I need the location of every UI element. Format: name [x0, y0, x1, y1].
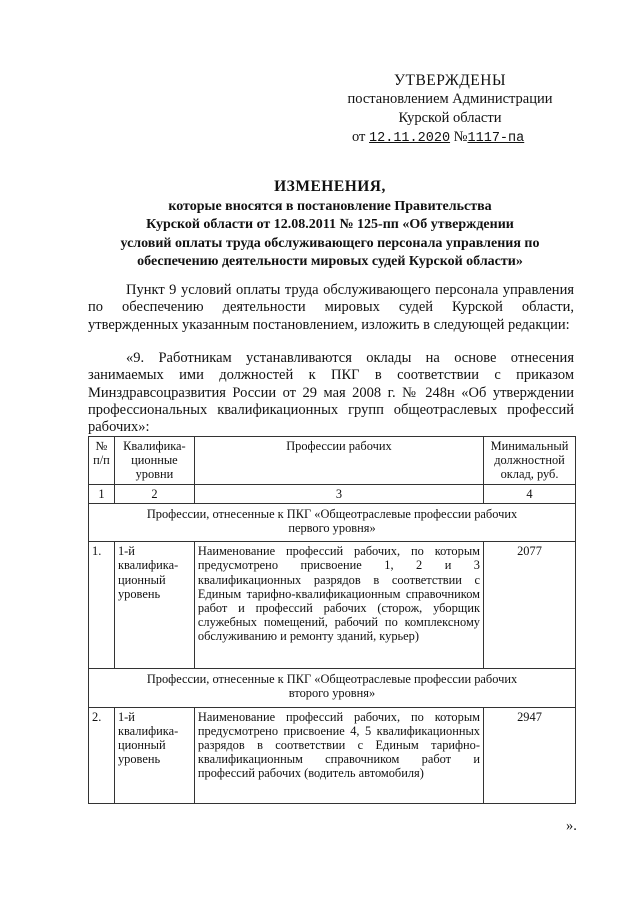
- document-heading: [88, 176, 572, 271]
- approval-number-line: [330, 128, 570, 148]
- col-num-4: 4: [484, 484, 576, 503]
- heading-line-3: условий оплаты труда обслуживающего персонала управления по: [120, 235, 540, 251]
- row-1-salary: 2077: [484, 542, 576, 669]
- heading-title: ИЗМЕНЕНИЯ,: [274, 178, 386, 195]
- approval-line-1: постановлением Администрации: [347, 91, 553, 107]
- header-level: Квалифика-ционные уровни: [114, 437, 194, 485]
- table-group-row: [89, 503, 576, 541]
- row-2-desc: Наименование профессий рабочих, по которым предусмотрено присвоение 4, 5 квалификационных разрядов в соответствии с Единым тарифно-квалификационным справочником работ и профессий рабочих (водитель автомобиля): [194, 707, 483, 803]
- approval-block: [330, 72, 570, 148]
- approval-date: 12.11.2020: [369, 131, 451, 146]
- row-1-level: 1-й квалифика-ционный уровень: [114, 542, 194, 669]
- approval-title: УТВЕРЖДЕНЫ: [394, 72, 506, 89]
- row-2-num: 2.: [89, 707, 115, 803]
- col-num-3: 3: [194, 484, 483, 503]
- row-1-desc: Наименование профессий рабочих, по которым предусмотрено присвоение 1, 2 и 3 квалификационных разрядов в соответствии с Единым тарифно-квалификационным справочником работ и профессий рабочих (сторож, уборщик служебных помещений, рабочий по комплексному обслуживанию и ремонту зданий, курьер): [194, 542, 483, 669]
- group-2-title: Профессии, отнесенные к ПКГ «Общеотраслевые профессии рабочих второго уровня»: [89, 669, 576, 707]
- approval-number: 1117-па: [467, 131, 525, 146]
- table-row: [89, 542, 576, 669]
- row-2-salary: 2947: [484, 707, 576, 803]
- header-profession: Профессии рабочих: [194, 437, 483, 485]
- heading-line-2: Курской области от 12.08.2011 № 125-пп «Об утверждении: [146, 217, 514, 233]
- heading-line-4: обеспечению деятельности мировых судей Курской области»: [137, 253, 523, 269]
- approval-num-sign: №: [453, 129, 468, 145]
- group-1-title: Профессии, отнесенные к ПКГ «Общеотраслевые профессии рабочих первого уровня»: [89, 503, 576, 541]
- closing-quote: ».: [566, 818, 577, 834]
- paragraph-2: «9. Работникам устанавливаются оклады на основе отнесения занимаемых ими должностей к ПКГ в соответствии с приказом Минздравсоцразвития России от 29 мая 2008 г. № 248н «Об утверждении профессиональных квалификационных групп общеотраслевых профессий рабочих»:: [88, 350, 574, 436]
- heading-line-1: которые вносятся в постановление Правительства: [168, 199, 492, 214]
- col-num-2: 2: [114, 484, 194, 503]
- table-column-numbers: [89, 484, 576, 503]
- table-row: [89, 707, 576, 803]
- salary-table: [88, 436, 576, 804]
- paragraph-1: Пункт 9 условий оплаты труда обслуживающего персонала управления по обеспечению деятельности мировых судей Курской области, утвержденных указанным постановлением, изложить в следующей редакции:: [88, 282, 574, 333]
- col-num-1: 1: [89, 484, 115, 503]
- approval-line-2: Курской области: [398, 110, 502, 126]
- header-number: № п/п: [89, 437, 115, 485]
- row-2-level: 1-й квалифика-ционный уровень: [114, 707, 194, 803]
- approval-from: от: [352, 129, 366, 145]
- table-group-row: [89, 669, 576, 707]
- table-header-row: [89, 437, 576, 485]
- row-1-num: 1.: [89, 542, 115, 669]
- header-salary: Минимальный должностной оклад, руб.: [484, 437, 576, 485]
